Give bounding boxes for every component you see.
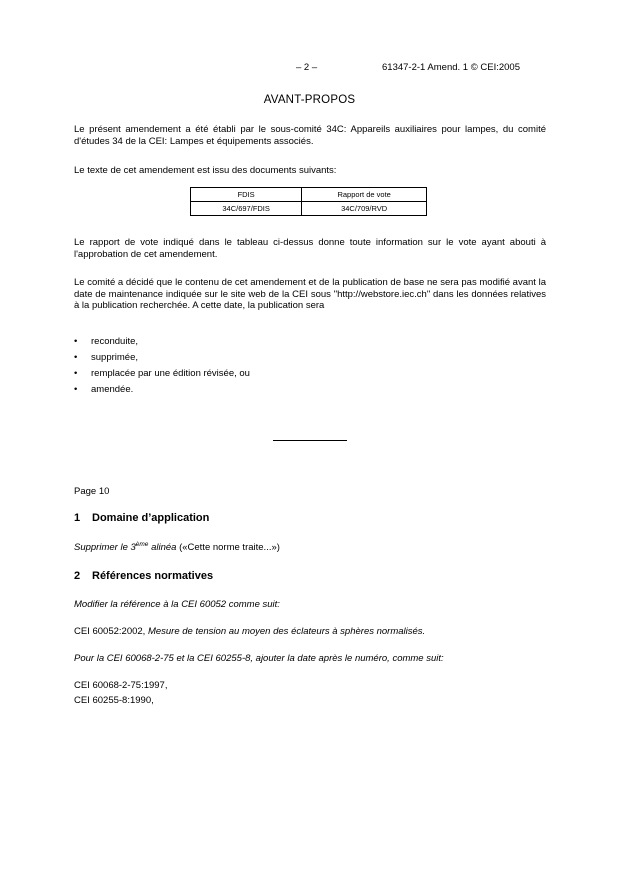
foreword-title: AVANT-PROPOS [263, 94, 356, 106]
table-header-row [191, 188, 427, 202]
reference-code: CEI 60052:2002, [74, 626, 148, 637]
foreword-paragraph-3: Le rapport de vote indiqué dans le tableau ci-dessus donne toute information sur le vote ayant abouti à l'approbation de cet amendement. [74, 237, 546, 260]
table-header-voting-report: Rapport de vote [302, 188, 427, 202]
section-2-heading [74, 570, 213, 582]
instruction-text: Supprimer le 3 [74, 542, 136, 553]
table-cell-rvd: 34C/709/RVD [302, 202, 427, 216]
table-cell-fdis: 34C/697/FDIS [191, 202, 302, 216]
list-item-text: amendée. [91, 384, 134, 395]
bullet-icon: • [74, 384, 78, 395]
header-document-reference: 61347-2-1 Amend. 1 © CEI:2005 [382, 62, 520, 73]
section-1-title: Domaine d’application [92, 512, 210, 524]
section-2-number: 2 [74, 570, 81, 582]
list-item-text: remplacée par une édition révisée, ou [91, 368, 250, 379]
list-item [74, 334, 250, 350]
bullet-icon: • [74, 336, 78, 347]
voting-documents-table [190, 187, 427, 216]
section-2-reference-2: CEI 60068-2-75:1997, [74, 680, 168, 691]
foreword-paragraph-4: Le comité a décidé que le contenu de cet amendement et de la publication de base ne sera pas modifié avant la date de maintenance indiquée sur le site web de la CEI sous "http://webstore.iec.ch" dans les données relatives à la publication recherchée. A cette date, la publication sera [74, 277, 546, 311]
section-2-instruction-2: Pour la CEI 60068-2-75 et la CEI 60255-8, ajouter la date après le numéro, comme suit: [74, 653, 444, 664]
section-2-reference-1 [74, 626, 546, 638]
list-item [74, 366, 250, 382]
instruction-text-cont: alinéa [148, 542, 177, 553]
publication-outcome-list [74, 334, 250, 398]
reference-title: Mesure de tension au moyen des éclateurs à sphères normalisés. [147, 626, 426, 637]
table-header-fdis: FDIS [191, 188, 302, 202]
section-1-instruction [74, 542, 546, 554]
page-reference: Page 10 [74, 486, 110, 497]
table-row [191, 202, 427, 216]
list-item-text: supprimée, [91, 352, 138, 363]
instruction-superscript: ème [135, 540, 149, 548]
foreword-paragraph-1: Le présent amendement a été établi par le sous-comité 34C: Appareils auxiliaires pour lampes, du comité d'études 34 de la CEI: Lampes et équipements associés. [74, 124, 546, 147]
section-2-instruction-1: Modifier la référence à la CEI 60052 comme suit: [74, 599, 280, 610]
list-item [74, 350, 250, 366]
bullet-icon: • [74, 352, 78, 363]
list-item-text: reconduite, [91, 336, 139, 347]
list-item [74, 382, 250, 398]
section-divider [273, 440, 347, 441]
header-page-number: – 2 – [296, 62, 318, 73]
section-2-title: Références normatives [92, 570, 214, 582]
bullet-icon: • [74, 368, 78, 379]
section-1-number: 1 [74, 512, 81, 524]
section-1-heading [74, 512, 209, 524]
instruction-quote: («Cette norme traite...») [176, 542, 280, 553]
section-2-reference-3: CEI 60255-8:1990, [74, 695, 154, 706]
foreword-paragraph-2: Le texte de cet amendement est issu des documents suivants: [74, 165, 337, 176]
